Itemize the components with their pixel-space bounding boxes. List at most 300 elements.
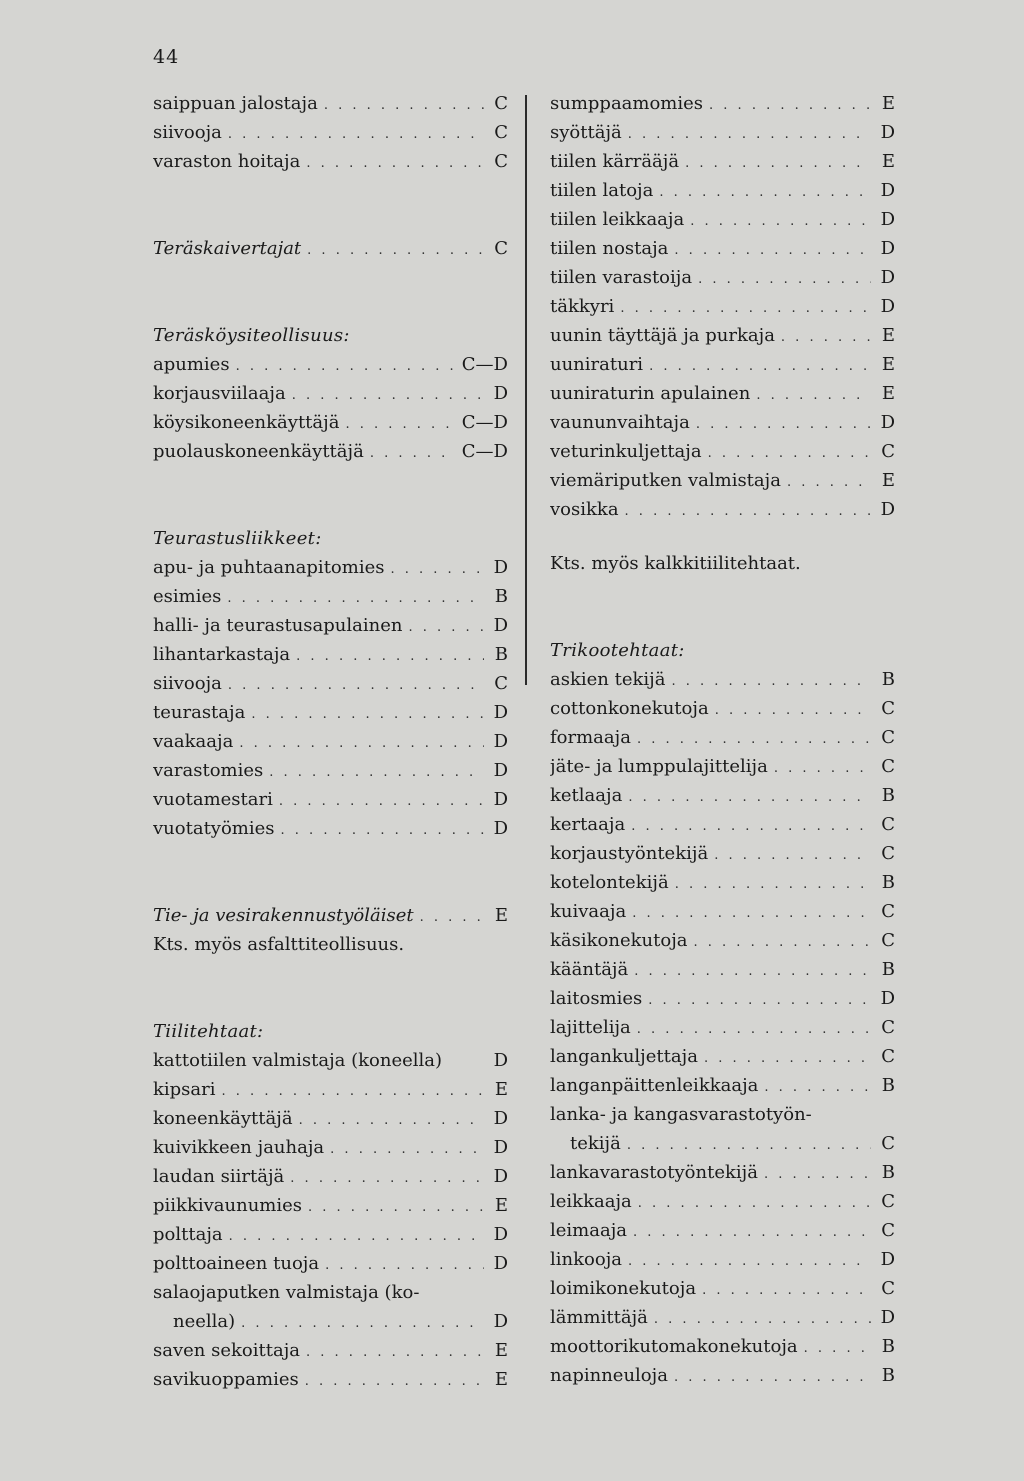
spacer: [153, 843, 508, 901]
entry-group: B: [881, 959, 895, 980]
index-entry: [153, 234, 508, 263]
index-entry: [550, 321, 895, 350]
entry-group: D: [493, 615, 508, 636]
entry-label: halli- ja teurastusapulainen: [153, 615, 403, 636]
dot-leader: [674, 1363, 871, 1390]
spacer: [153, 263, 508, 321]
entry-group: C: [881, 1220, 895, 1241]
entry-group: C: [881, 843, 895, 864]
entry-label: siivooja: [153, 122, 222, 143]
index-entry: [550, 292, 895, 321]
entry-group: C: [881, 756, 895, 777]
dot-leader: [715, 696, 871, 723]
entry-group: C—D: [461, 441, 508, 462]
entry-label: langanpäittenleikkaaja: [550, 1075, 759, 1096]
dot-leader: [649, 352, 871, 379]
index-entry: [153, 1307, 508, 1336]
entry-group-block: [153, 901, 508, 930]
dot-leader: [236, 352, 456, 379]
entry-group: B: [881, 872, 895, 893]
dot-leader: [241, 1309, 484, 1336]
dot-leader: [781, 323, 871, 350]
index-entry: [550, 205, 895, 234]
dot-leader: [637, 725, 871, 752]
dot-leader: [787, 468, 871, 495]
entry-label: käsikonekutoja: [550, 930, 688, 951]
dot-leader: [627, 1131, 871, 1158]
entry-group: D: [880, 296, 895, 317]
entry-group: E: [881, 383, 895, 404]
index-entry: [550, 1216, 895, 1245]
entry-group: D: [493, 789, 508, 810]
spacer: [153, 466, 508, 524]
entry-group: D: [493, 1137, 508, 1158]
entry-group: E: [494, 1369, 508, 1390]
entry-group: C: [881, 727, 895, 748]
section: [153, 321, 508, 466]
entry-group: D: [493, 818, 508, 839]
entry-group-block: [153, 89, 508, 176]
entry-group: C: [881, 1191, 895, 1212]
entry-group: D: [493, 760, 508, 781]
index-entry: [550, 781, 895, 810]
dot-leader: [659, 178, 871, 205]
entry-label: saippuan jalostaja: [153, 93, 318, 114]
entry-group: C: [881, 1278, 895, 1299]
dot-leader: [625, 497, 871, 524]
dot-leader: [634, 957, 871, 984]
dot-leader: [330, 1135, 484, 1162]
entry-label: tiilen leikkaaja: [550, 209, 685, 230]
dot-leader: [408, 613, 484, 640]
entry-label: köysikoneenkäyttäjä: [153, 412, 340, 433]
entry-group: C: [881, 930, 895, 951]
index-entry: [550, 147, 895, 176]
dot-leader: [306, 1338, 484, 1365]
entry-label: koneenkäyttäjä: [153, 1108, 293, 1129]
entry-label: salaojaputken valmistaja (ko-: [153, 1282, 420, 1303]
entry-group: B: [494, 644, 508, 665]
entry-group: D: [493, 731, 508, 752]
entry-label: polttaja: [153, 1224, 223, 1245]
cross-reference-note: Kts. myös kalkkitiilitehtaat.: [550, 553, 801, 574]
entry-group: D: [493, 383, 508, 404]
dot-leader: [648, 986, 871, 1013]
index-entry: [550, 1245, 895, 1274]
entry-group: D: [880, 267, 895, 288]
entry-label: leimaaja: [550, 1220, 628, 1241]
entry-label: uunin täyttäjä ja purkaja: [550, 325, 775, 346]
index-entry: [153, 640, 508, 669]
dot-leader: [704, 1044, 871, 1071]
dot-leader: [251, 700, 484, 727]
entry-group: E: [494, 905, 508, 926]
entry-label: lämmittäjä: [550, 1307, 648, 1328]
dot-leader: [305, 1367, 484, 1394]
dot-leader: [633, 1218, 871, 1245]
dot-leader: [638, 1189, 871, 1216]
index-entry: [153, 437, 508, 466]
index-entry: [153, 814, 508, 843]
entry-group: D: [880, 238, 895, 259]
section-heading: Trikootehtaat:: [550, 640, 685, 661]
entry-group: C: [494, 93, 508, 114]
entry-label: lajittelija: [550, 1017, 631, 1038]
dot-leader: [222, 1077, 484, 1104]
entry-group: C—D: [461, 354, 508, 375]
page-number: 44: [153, 46, 180, 68]
dot-leader: [324, 91, 484, 118]
entry-group: D: [880, 209, 895, 230]
dot-leader: [690, 207, 871, 234]
entry-group: C: [494, 238, 508, 259]
index-entry: [550, 984, 895, 1013]
dot-leader: [774, 754, 871, 781]
index-entry: [550, 437, 895, 466]
entry-group: C: [881, 1017, 895, 1038]
entry-label: loimikonekutoja: [550, 1278, 697, 1299]
entry-group: C: [494, 122, 508, 143]
index-entry: [153, 582, 508, 611]
entry-label: vaakaaja: [153, 731, 234, 752]
entry-group: D: [880, 412, 895, 433]
entry-label: kääntäjä: [550, 959, 629, 980]
dot-leader: [292, 381, 484, 408]
section: [153, 1017, 508, 1394]
entry-label: esimies: [153, 586, 222, 607]
entry-group: B: [881, 1162, 895, 1183]
index-entry: [153, 1220, 508, 1249]
entry-group: D: [493, 1108, 508, 1129]
dot-leader: [804, 1334, 871, 1361]
index-entry: [153, 1249, 508, 1278]
spacer: [153, 176, 508, 234]
entry-group: C: [881, 1133, 895, 1154]
index-entry: [153, 1075, 508, 1104]
section: [550, 636, 895, 1390]
entry-label: formaaja: [550, 727, 631, 748]
entry-group: C—D: [461, 412, 508, 433]
entry-group: D: [493, 1050, 508, 1071]
index-entry: [153, 1191, 508, 1220]
dot-leader: [628, 120, 871, 147]
entry-group: E: [881, 470, 895, 491]
index-entry: [153, 89, 508, 118]
dot-leader: [370, 439, 456, 466]
dot-leader: [281, 816, 484, 843]
dot-leader: [290, 1164, 484, 1191]
index-entry: [550, 495, 895, 524]
dot-leader: [296, 642, 484, 669]
entry-label: kuivikkeen jauhaja: [153, 1137, 325, 1158]
dot-leader: [654, 1305, 871, 1332]
entry-label: tiilen latoja: [550, 180, 654, 201]
index-entry: [550, 1013, 895, 1042]
entry-group: E: [494, 1340, 508, 1361]
index-entry: [153, 1365, 508, 1394]
dot-leader: [228, 671, 484, 698]
entry-group: D: [493, 557, 508, 578]
index-entry: [550, 810, 895, 839]
dot-leader: [709, 91, 871, 118]
entry-label: moottorikutomakonekutoja: [550, 1336, 798, 1357]
index-entry: [153, 1046, 508, 1075]
index-entry: [550, 1042, 895, 1071]
index-entry: [153, 727, 508, 756]
entry-label: savikuoppamies: [153, 1369, 299, 1390]
entry-group: C: [881, 901, 895, 922]
entry-group: D: [880, 180, 895, 201]
entry-label: vaununvaihtaja: [550, 412, 690, 433]
index-entry: [153, 611, 508, 640]
index-entry: [550, 234, 895, 263]
index-entry: [550, 868, 895, 897]
entry-label: jäte- ja lumppulajittelija: [550, 756, 768, 777]
entry-label: neella): [173, 1311, 236, 1332]
entry-label: sumppaamomies: [550, 93, 704, 114]
left-column: [153, 89, 508, 1394]
entry-group-block: [550, 89, 895, 524]
dot-leader: [675, 870, 871, 897]
dot-leader: [307, 236, 484, 263]
entry-group: B: [494, 586, 508, 607]
entry-label: uuniraturin apulainen: [550, 383, 751, 404]
entry-group: E: [881, 151, 895, 172]
index-entry: [153, 669, 508, 698]
entry-group: D: [880, 1249, 895, 1270]
dot-leader: [229, 1222, 484, 1249]
entry-label: korjaustyöntekijä: [550, 843, 709, 864]
index-entry: [550, 1274, 895, 1303]
entry-group: D: [880, 499, 895, 520]
index-entry: [550, 379, 895, 408]
index-entry: [153, 785, 508, 814]
section: [153, 524, 508, 843]
dot-leader: [628, 1247, 871, 1274]
index-entry: [550, 926, 895, 955]
index-entry: [153, 901, 508, 930]
entry-group: B: [881, 1336, 895, 1357]
entry-label: laudan siirtäjä: [153, 1166, 285, 1187]
entry-label: täkkyri: [550, 296, 615, 317]
entry-label: tiilen varastoija: [550, 267, 693, 288]
cross-reference-note: Kts. myös asfalttiteollisuus.: [153, 934, 405, 955]
dot-leader: [306, 149, 484, 176]
index-entry: [550, 897, 895, 926]
entry-label: polttoaineen tuoja: [153, 1253, 320, 1274]
entry-label: saven sekoittaja: [153, 1340, 301, 1361]
dot-leader: [674, 236, 871, 263]
entry-group: D: [493, 1166, 508, 1187]
entry-label: laitosmies: [550, 988, 643, 1009]
entry-group: D: [880, 122, 895, 143]
entry-group: D: [493, 1224, 508, 1245]
dot-leader: [632, 899, 871, 926]
dot-leader: [685, 149, 871, 176]
dot-leader: [714, 841, 871, 868]
entry-group-block: [153, 234, 508, 263]
entry-group: C: [494, 673, 508, 694]
entry-label: varastomies: [153, 760, 264, 781]
dot-leader: [702, 1276, 871, 1303]
entry-label: teurastaja: [153, 702, 246, 723]
entry-label: lanka- ja kangasvarastotyön-: [550, 1104, 812, 1125]
entry-label: tekijä: [570, 1133, 621, 1154]
index-entry: [550, 89, 895, 118]
entry-label: varaston hoitaja: [153, 151, 301, 172]
column-divider: [525, 95, 527, 685]
spacer: [550, 524, 895, 549]
entry-label: apu- ja puhtaanapitomies: [153, 557, 385, 578]
entry-group: D: [493, 1311, 508, 1332]
right-column: [550, 89, 895, 1390]
index-entry: [153, 1278, 508, 1307]
dot-leader: [299, 1106, 484, 1133]
dot-leader: [279, 787, 484, 814]
entry-label: veturinkuljettaja: [550, 441, 702, 462]
entry-group: D: [493, 1253, 508, 1274]
entry-label: ketlaaja: [550, 785, 623, 806]
index-entry: [550, 955, 895, 984]
entry-label: askien tekijä: [550, 669, 666, 690]
entry-group: B: [881, 1365, 895, 1386]
dot-leader: [227, 584, 484, 611]
index-entry: [550, 408, 895, 437]
entry-label: Tie- ja vesirakennustyöläiset: [153, 905, 414, 926]
entry-label: kotelontekijä: [550, 872, 669, 893]
index-entry: [153, 1162, 508, 1191]
entry-label: piikkivaunumies: [153, 1195, 303, 1216]
entry-group: E: [881, 93, 895, 114]
entry-label: apumies: [153, 354, 230, 375]
index-entry: [550, 1187, 895, 1216]
entry-label: tiilen nostaja: [550, 238, 669, 259]
index-entry: [550, 1100, 895, 1129]
index-entry: [153, 118, 508, 147]
dot-leader: [698, 265, 871, 292]
entry-group: B: [881, 1075, 895, 1096]
section-heading: Teurastusliikkeet:: [153, 528, 322, 549]
section-heading: Tiilitehtaat:: [153, 1021, 264, 1042]
entry-label: lankavarastotyöntekijä: [550, 1162, 758, 1183]
index-entry: [550, 1361, 895, 1390]
index-entry: [550, 1129, 895, 1158]
entry-group: E: [881, 325, 895, 346]
entry-label: Teräskaivertajat: [153, 238, 302, 259]
entry-label: lihantarkastaja: [153, 644, 291, 665]
entry-label: kattotiilen valmistaja (koneella): [153, 1050, 443, 1071]
spacer: [550, 578, 895, 636]
index-entry: [550, 1303, 895, 1332]
index-entry: [550, 1332, 895, 1361]
index-entry: [153, 350, 508, 379]
dot-leader: [628, 783, 871, 810]
entry-group: B: [881, 669, 895, 690]
entry-label: tiilen kärrääjä: [550, 151, 680, 172]
index-entry: [550, 350, 895, 379]
dot-leader: [239, 729, 484, 756]
index-entry: [550, 723, 895, 752]
entry-label: linkooja: [550, 1249, 622, 1270]
dot-leader: [308, 1193, 484, 1220]
entry-label: cottonkonekutoja: [550, 698, 709, 719]
entry-group: C: [881, 441, 895, 462]
index-entry: [153, 698, 508, 727]
entry-label: siivooja: [153, 673, 222, 694]
entry-label: langankuljettaja: [550, 1046, 698, 1067]
index-entry: [550, 263, 895, 292]
index-entry: [550, 665, 895, 694]
index-entry: [550, 694, 895, 723]
dot-leader: [708, 439, 871, 466]
entry-label: vuotamestari: [153, 789, 273, 810]
dot-leader: [345, 410, 455, 437]
index-entry: [550, 1158, 895, 1187]
dot-leader: [620, 294, 871, 321]
dot-leader: [325, 1251, 484, 1278]
index-entry: [550, 1071, 895, 1100]
dot-leader: [696, 410, 871, 437]
dot-leader: [637, 1015, 871, 1042]
dot-leader: [764, 1073, 871, 1100]
entry-group: C: [881, 814, 895, 835]
index-entry: [153, 379, 508, 408]
entry-label: kuivaaja: [550, 901, 627, 922]
entry-group: D: [493, 702, 508, 723]
entry-group: D: [880, 988, 895, 1009]
index-entry: [153, 756, 508, 785]
entry-label: kipsari: [153, 1079, 216, 1100]
dot-leader: [694, 928, 871, 955]
dot-leader: [269, 758, 484, 785]
dot-leader: [756, 381, 871, 408]
entry-label: korjausviilaaja: [153, 383, 286, 404]
index-entry: [550, 839, 895, 868]
entry-group: E: [494, 1195, 508, 1216]
entry-label: vosikka: [550, 499, 619, 520]
dot-leader: [228, 120, 484, 147]
dot-leader: [420, 903, 484, 930]
dot-leader: [764, 1160, 871, 1187]
entry-label: vuotatyömies: [153, 818, 275, 839]
index-entry: [550, 176, 895, 205]
index-entry: [153, 147, 508, 176]
spacer: [153, 959, 508, 1017]
entry-group: B: [881, 785, 895, 806]
entry-group: C: [881, 698, 895, 719]
dot-leader: [631, 812, 871, 839]
index-entry: [153, 553, 508, 582]
entry-group: C: [494, 151, 508, 172]
index-entry: [153, 1336, 508, 1365]
entry-label: leikkaaja: [550, 1191, 632, 1212]
entry-label: puolauskoneenkäyttäjä: [153, 441, 364, 462]
section-heading: Teräsköysiteollisuus:: [153, 325, 350, 346]
entry-label: napinneuloja: [550, 1365, 668, 1386]
entry-label: viemäriputken valmistaja: [550, 470, 781, 491]
entry-group: C: [881, 1046, 895, 1067]
entry-label: uuniraturi: [550, 354, 644, 375]
entry-group: E: [881, 354, 895, 375]
index-entry: [550, 752, 895, 781]
entry-label: kertaaja: [550, 814, 626, 835]
entry-label: syöttäjä: [550, 122, 622, 143]
entry-group: E: [494, 1079, 508, 1100]
dot-leader: [390, 555, 484, 582]
index-entry: [153, 1133, 508, 1162]
index-entry: [153, 408, 508, 437]
index-entry: [153, 1104, 508, 1133]
